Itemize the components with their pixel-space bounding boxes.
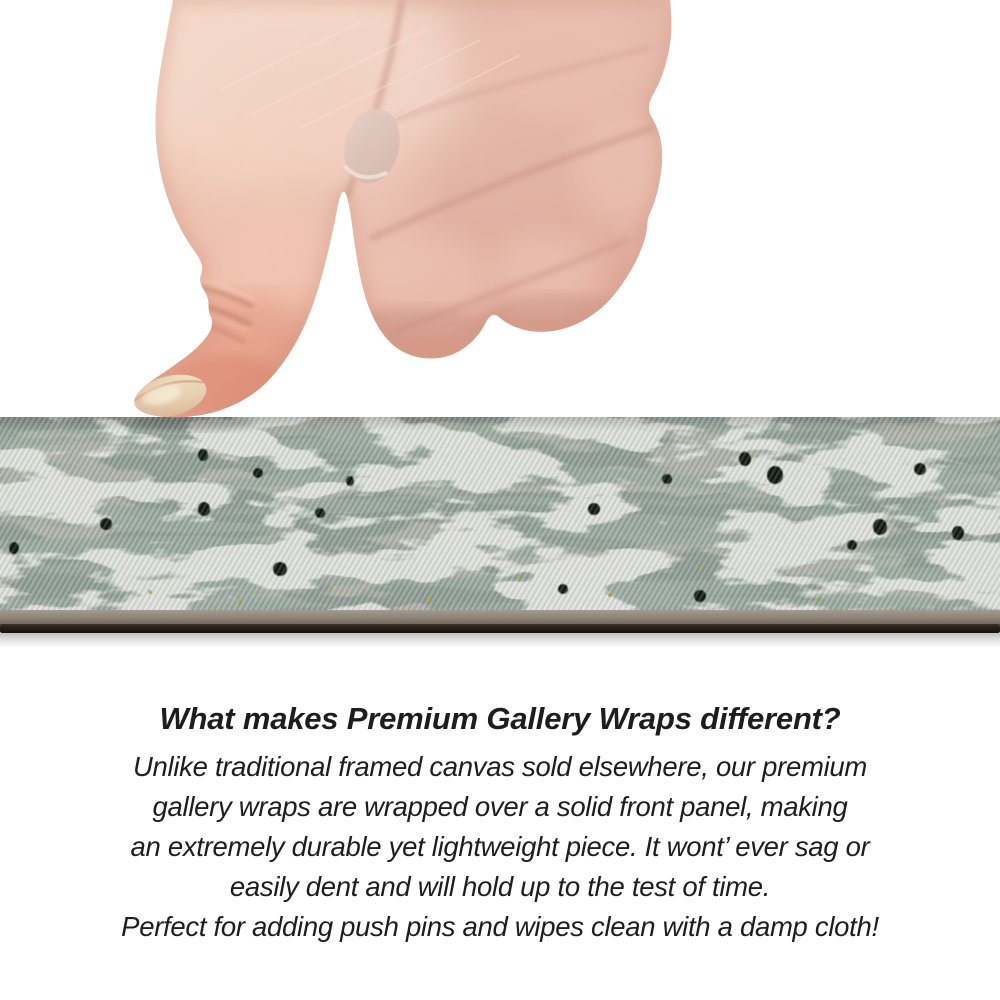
body-line-2: gallery wraps are wrapped over a solid front panel, making: [152, 791, 848, 822]
drop-shadow: [0, 633, 1000, 648]
body-line-5: Perfect for adding push pins and wipes clean with a damp cloth!: [121, 911, 879, 942]
headline: What makes Premium Gallery Wraps different?: [159, 701, 841, 736]
canvas-edge: [0, 610, 1000, 648]
body-line-3: an extremely durable yet lightweight piece. It wont’ ever sag or: [130, 831, 870, 862]
canvas-strip-art: [0, 417, 1000, 648]
canvas-texture: [0, 417, 1000, 610]
copy-block: [0, 697, 1000, 947]
body-line-4: easily dent and will hold up to the test of time.: [229, 871, 771, 902]
hand-illustration: [0, 0, 1000, 430]
body-line-1: Unlike traditional framed canvas sold elsewhere, our premium: [132, 751, 867, 782]
canvas-strip: [0, 417, 1000, 648]
